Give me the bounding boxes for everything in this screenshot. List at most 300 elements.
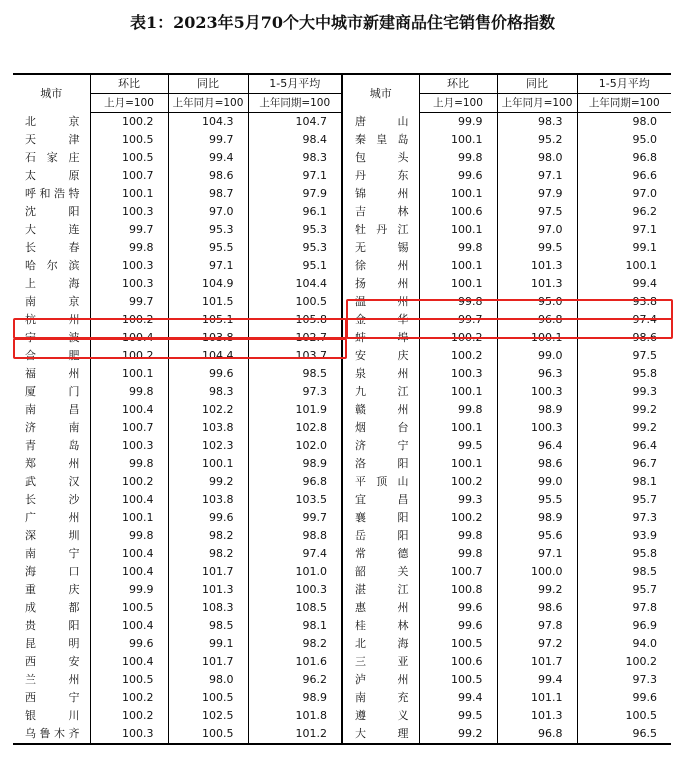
city-name-cell: 海口 xyxy=(25,565,80,578)
yoy-value-cell: 100.1 xyxy=(168,455,248,473)
avg-value-cell: 99.1 xyxy=(577,239,671,257)
avg-value-cell: 96.2 xyxy=(248,671,342,689)
yoy-value-cell: 95.0 xyxy=(497,293,577,311)
mom-value-cell: 100.1 xyxy=(419,419,497,437)
mom-value-cell: 100.3 xyxy=(90,275,168,293)
table-row xyxy=(13,347,671,365)
avg-value-cell: 99.6 xyxy=(577,689,671,707)
city-name-cell: 太原 xyxy=(25,169,80,182)
yoy-value-cell: 99.0 xyxy=(497,473,577,491)
table-row xyxy=(13,563,671,581)
mom-value-cell: 100.3 xyxy=(419,365,497,383)
mom-value-cell: 100.1 xyxy=(90,509,168,527)
avg-value-cell: 100.3 xyxy=(248,581,342,599)
mom-value-cell: 100.1 xyxy=(419,383,497,401)
city-name-cell: 无锡 xyxy=(342,239,419,257)
avg-value-cell: 95.8 xyxy=(577,545,671,563)
city-name-cell: 福州 xyxy=(25,367,80,380)
table-row xyxy=(13,401,671,419)
yoy-value-cell: 98.6 xyxy=(168,167,248,185)
avg-value-cell: 98.8 xyxy=(248,527,342,545)
avg-value-cell: 96.7 xyxy=(577,455,671,473)
table-row xyxy=(13,311,671,329)
header-yoy-left: 同比 xyxy=(168,74,248,94)
header-mom-base-left: 上月=100 xyxy=(90,94,168,113)
yoy-value-cell: 95.2 xyxy=(497,131,577,149)
city-name-cell: 西宁 xyxy=(25,691,80,704)
mom-value-cell: 99.8 xyxy=(419,527,497,545)
city-name-cell: 洛阳 xyxy=(342,455,419,473)
mom-value-cell: 99.6 xyxy=(419,599,497,617)
city-name-cell: 惠州 xyxy=(342,599,419,617)
yoy-value-cell: 96.8 xyxy=(497,725,577,744)
mom-value-cell: 100.1 xyxy=(419,185,497,203)
mom-value-cell: 100.1 xyxy=(419,257,497,275)
yoy-value-cell: 101.7 xyxy=(168,653,248,671)
city-name-cell: 沈阳 xyxy=(25,205,80,218)
mom-value-cell: 100.2 xyxy=(90,347,168,365)
yoy-value-cell: 99.4 xyxy=(497,671,577,689)
avg-value-cell: 97.0 xyxy=(577,185,671,203)
mom-value-cell: 100.4 xyxy=(90,491,168,509)
mom-value-cell: 99.8 xyxy=(419,545,497,563)
header-yoy-base-left: 上年同月=100 xyxy=(168,94,248,113)
table-row xyxy=(13,167,671,185)
yoy-value-cell: 98.5 xyxy=(168,617,248,635)
header-yoy-right: 同比 xyxy=(497,74,577,94)
avg-value-cell: 98.1 xyxy=(577,473,671,491)
mom-value-cell: 100.1 xyxy=(90,185,168,203)
table-row xyxy=(13,527,671,545)
avg-value-cell: 103.7 xyxy=(248,347,342,365)
avg-value-cell: 98.3 xyxy=(248,149,342,167)
mom-value-cell: 100.5 xyxy=(90,149,168,167)
header-row-group xyxy=(13,74,671,94)
table-row xyxy=(13,113,671,132)
yoy-value-cell: 96.8 xyxy=(497,311,577,329)
avg-value-cell: 102.7 xyxy=(248,329,342,347)
yoy-value-cell: 97.1 xyxy=(168,257,248,275)
mom-value-cell: 99.8 xyxy=(419,293,497,311)
mom-value-cell: 99.8 xyxy=(419,401,497,419)
avg-value-cell: 98.9 xyxy=(248,689,342,707)
city-name-cell: 长沙 xyxy=(25,493,80,506)
city-name-cell: 岳阳 xyxy=(342,527,419,545)
yoy-value-cell: 98.3 xyxy=(497,113,577,132)
avg-value-cell: 97.3 xyxy=(577,671,671,689)
mom-value-cell: 100.2 xyxy=(90,473,168,491)
city-name-cell: 重庆 xyxy=(25,583,80,596)
table-row xyxy=(13,185,671,203)
mom-value-cell: 99.8 xyxy=(90,239,168,257)
city-name-cell: 郑州 xyxy=(25,457,80,470)
yoy-value-cell: 104.3 xyxy=(168,113,248,132)
yoy-value-cell: 97.8 xyxy=(497,617,577,635)
yoy-value-cell: 95.3 xyxy=(168,221,248,239)
yoy-value-cell: 105.1 xyxy=(168,311,248,329)
city-name-cell: 南京 xyxy=(25,295,80,308)
city-name-cell: 泸州 xyxy=(342,671,419,689)
yoy-value-cell: 102.5 xyxy=(168,707,248,725)
mom-value-cell: 100.5 xyxy=(419,635,497,653)
yoy-value-cell: 101.7 xyxy=(168,563,248,581)
city-name-cell: 安庆 xyxy=(342,347,419,365)
avg-value-cell: 97.5 xyxy=(577,347,671,365)
table-body xyxy=(13,113,671,745)
avg-value-cell: 97.9 xyxy=(248,185,342,203)
avg-value-cell: 96.6 xyxy=(577,167,671,185)
city-name-cell: 湛江 xyxy=(342,581,419,599)
city-name-cell: 厦门 xyxy=(25,385,80,398)
avg-value-cell: 99.2 xyxy=(577,419,671,437)
yoy-value-cell: 101.1 xyxy=(497,689,577,707)
yoy-value-cell: 97.2 xyxy=(497,635,577,653)
yoy-value-cell: 99.4 xyxy=(168,149,248,167)
yoy-value-cell: 95.5 xyxy=(497,491,577,509)
city-name-cell: 泉州 xyxy=(342,365,419,383)
city-name-cell: 深圳 xyxy=(25,529,80,542)
mom-value-cell: 100.2 xyxy=(419,509,497,527)
avg-value-cell: 98.2 xyxy=(248,635,342,653)
mom-value-cell: 100.5 xyxy=(90,131,168,149)
city-name-cell: 合肥 xyxy=(25,349,80,362)
city-name-cell: 宁波 xyxy=(25,331,80,344)
table-row xyxy=(13,329,671,347)
header-avg-base-right: 上年同期=100 xyxy=(577,94,671,113)
price-index-table xyxy=(13,73,671,745)
mom-value-cell: 100.1 xyxy=(419,131,497,149)
city-name-cell: 哈尔滨 xyxy=(25,259,80,272)
city-name-cell: 桂林 xyxy=(342,617,419,635)
table-row xyxy=(13,689,671,707)
mom-value-cell: 99.5 xyxy=(419,707,497,725)
avg-value-cell: 104.4 xyxy=(248,275,342,293)
yoy-value-cell: 101.3 xyxy=(497,257,577,275)
mom-value-cell: 100.5 xyxy=(419,671,497,689)
header-city-left: 城市 xyxy=(13,74,90,113)
avg-value-cell: 99.2 xyxy=(577,401,671,419)
mom-value-cell: 100.7 xyxy=(419,563,497,581)
header-avg-right: 1-5月平均 xyxy=(577,74,671,94)
header-avg-left: 1-5月平均 xyxy=(248,74,342,94)
yoy-value-cell: 96.3 xyxy=(497,365,577,383)
mom-value-cell: 100.3 xyxy=(90,257,168,275)
avg-value-cell: 100.5 xyxy=(577,707,671,725)
mom-value-cell: 100.4 xyxy=(90,653,168,671)
avg-value-cell: 98.9 xyxy=(248,455,342,473)
yoy-value-cell: 98.6 xyxy=(497,599,577,617)
mom-value-cell: 99.7 xyxy=(90,293,168,311)
yoy-value-cell: 104.9 xyxy=(168,275,248,293)
city-name-cell: 北海 xyxy=(342,635,419,653)
mom-value-cell: 100.5 xyxy=(90,599,168,617)
header-avg-base-left: 上年同期=100 xyxy=(248,94,342,113)
city-name-cell: 长春 xyxy=(25,241,80,254)
city-name-cell: 济宁 xyxy=(342,437,419,455)
mom-value-cell: 100.4 xyxy=(90,401,168,419)
table-row xyxy=(13,221,671,239)
table-row xyxy=(13,203,671,221)
yoy-value-cell: 97.1 xyxy=(497,545,577,563)
header-mom-left: 环比 xyxy=(90,74,168,94)
avg-value-cell: 95.3 xyxy=(248,239,342,257)
mom-value-cell: 99.8 xyxy=(90,527,168,545)
avg-value-cell: 97.4 xyxy=(577,311,671,329)
mom-value-cell: 100.4 xyxy=(90,617,168,635)
avg-value-cell: 95.7 xyxy=(577,491,671,509)
table-row xyxy=(13,617,671,635)
mom-value-cell: 100.4 xyxy=(90,329,168,347)
city-name-cell: 成都 xyxy=(25,601,80,614)
city-name-cell: 南昌 xyxy=(25,403,80,416)
yoy-value-cell: 100.5 xyxy=(168,689,248,707)
yoy-value-cell: 99.1 xyxy=(168,635,248,653)
yoy-value-cell: 97.0 xyxy=(168,203,248,221)
city-name-cell: 青岛 xyxy=(25,439,80,452)
city-name-cell: 金华 xyxy=(342,311,419,329)
mom-value-cell: 100.7 xyxy=(90,167,168,185)
avg-value-cell: 96.2 xyxy=(577,203,671,221)
avg-value-cell: 98.1 xyxy=(248,617,342,635)
yoy-value-cell: 98.7 xyxy=(168,185,248,203)
mom-value-cell: 99.8 xyxy=(419,239,497,257)
city-name-cell: 蚌埠 xyxy=(342,329,419,347)
mom-value-cell: 100.3 xyxy=(90,203,168,221)
mom-value-cell: 100.2 xyxy=(90,311,168,329)
mom-value-cell: 99.6 xyxy=(419,167,497,185)
city-name-cell: 徐州 xyxy=(342,257,419,275)
city-name-cell: 兰州 xyxy=(25,673,80,686)
table-row xyxy=(13,725,671,744)
city-name-cell: 九江 xyxy=(342,383,419,401)
avg-value-cell: 103.5 xyxy=(248,491,342,509)
mom-value-cell: 100.5 xyxy=(90,671,168,689)
header-mom-base-right: 上月=100 xyxy=(419,94,497,113)
yoy-value-cell: 98.2 xyxy=(168,545,248,563)
city-name-cell: 上海 xyxy=(25,277,80,290)
avg-value-cell: 96.9 xyxy=(577,617,671,635)
table-row xyxy=(13,365,671,383)
yoy-value-cell: 103.8 xyxy=(168,419,248,437)
yoy-value-cell: 100.5 xyxy=(168,725,248,744)
header-mom-right: 环比 xyxy=(419,74,497,94)
mom-value-cell: 100.2 xyxy=(419,329,497,347)
yoy-value-cell: 102.2 xyxy=(168,401,248,419)
avg-value-cell: 95.8 xyxy=(577,365,671,383)
avg-value-cell: 97.1 xyxy=(248,167,342,185)
table-row xyxy=(13,437,671,455)
city-name-cell: 襄阳 xyxy=(342,509,419,527)
avg-value-cell: 96.8 xyxy=(248,473,342,491)
city-name-cell: 遵义 xyxy=(342,707,419,725)
avg-value-cell: 93.9 xyxy=(577,527,671,545)
avg-value-cell: 94.0 xyxy=(577,635,671,653)
mom-value-cell: 100.6 xyxy=(419,203,497,221)
avg-value-cell: 101.8 xyxy=(248,707,342,725)
city-name-cell: 贵阳 xyxy=(25,619,80,632)
yoy-value-cell: 99.6 xyxy=(168,509,248,527)
city-name-cell: 石家庄 xyxy=(25,151,80,164)
city-name-cell: 平顶山 xyxy=(342,473,419,491)
avg-value-cell: 101.6 xyxy=(248,653,342,671)
avg-value-cell: 100.2 xyxy=(577,653,671,671)
avg-value-cell: 98.5 xyxy=(577,563,671,581)
page-title: 表1：2023年5月70个大中城市新建商品住宅销售价格指数 xyxy=(129,13,556,32)
yoy-value-cell: 98.0 xyxy=(168,671,248,689)
avg-value-cell: 101.0 xyxy=(248,563,342,581)
city-name-cell: 唐山 xyxy=(342,113,419,132)
avg-value-cell: 97.3 xyxy=(577,509,671,527)
city-name-cell: 常德 xyxy=(342,545,419,563)
mom-value-cell: 99.7 xyxy=(419,311,497,329)
table-row xyxy=(13,257,671,275)
mom-value-cell: 100.1 xyxy=(90,365,168,383)
mom-value-cell: 100.6 xyxy=(419,653,497,671)
yoy-value-cell: 95.5 xyxy=(168,239,248,257)
city-name-cell: 包头 xyxy=(342,149,419,167)
mom-value-cell: 100.1 xyxy=(419,455,497,473)
city-name-cell: 南宁 xyxy=(25,547,80,560)
city-name-cell: 西安 xyxy=(25,655,80,668)
table-row xyxy=(13,545,671,563)
avg-value-cell: 96.5 xyxy=(577,725,671,744)
mom-value-cell: 100.2 xyxy=(419,473,497,491)
table-row xyxy=(13,131,671,149)
yoy-value-cell: 97.1 xyxy=(497,167,577,185)
mom-value-cell: 100.2 xyxy=(90,113,168,132)
city-name-cell: 呼和浩特 xyxy=(25,187,80,200)
mom-value-cell: 99.8 xyxy=(90,455,168,473)
yoy-value-cell: 101.3 xyxy=(168,581,248,599)
mom-value-cell: 99.9 xyxy=(90,581,168,599)
yoy-value-cell: 99.2 xyxy=(497,581,577,599)
yoy-value-cell: 101.5 xyxy=(168,293,248,311)
avg-value-cell: 101.2 xyxy=(248,725,342,744)
city-name-cell: 扬州 xyxy=(342,275,419,293)
city-name-cell: 丹东 xyxy=(342,167,419,185)
city-name-cell: 温州 xyxy=(342,293,419,311)
mom-value-cell: 99.6 xyxy=(90,635,168,653)
city-name-cell: 锦州 xyxy=(342,185,419,203)
yoy-value-cell: 100.1 xyxy=(497,329,577,347)
table-row xyxy=(13,383,671,401)
avg-value-cell: 108.5 xyxy=(248,599,342,617)
yoy-value-cell: 108.3 xyxy=(168,599,248,617)
mom-value-cell: 99.2 xyxy=(419,725,497,744)
yoy-value-cell: 98.9 xyxy=(497,401,577,419)
yoy-value-cell: 97.0 xyxy=(497,221,577,239)
city-name-cell: 乌鲁木齐 xyxy=(13,725,90,744)
table-row xyxy=(13,581,671,599)
yoy-value-cell: 98.0 xyxy=(497,149,577,167)
yoy-value-cell: 101.3 xyxy=(497,275,577,293)
table-row xyxy=(13,491,671,509)
yoy-value-cell: 101.7 xyxy=(497,653,577,671)
table-row xyxy=(13,635,671,653)
table-row xyxy=(13,275,671,293)
avg-value-cell: 97.4 xyxy=(248,545,342,563)
yoy-value-cell: 101.3 xyxy=(497,707,577,725)
yoy-value-cell: 104.4 xyxy=(168,347,248,365)
avg-value-cell: 95.3 xyxy=(248,221,342,239)
mom-value-cell: 99.6 xyxy=(419,617,497,635)
yoy-value-cell: 103.8 xyxy=(168,491,248,509)
table-row xyxy=(13,239,671,257)
city-name-cell: 大连 xyxy=(25,223,80,236)
avg-value-cell: 98.5 xyxy=(248,365,342,383)
mom-value-cell: 99.9 xyxy=(419,113,497,132)
table-row xyxy=(13,419,671,437)
header-yoy-base-right: 上年同月=100 xyxy=(497,94,577,113)
table-row xyxy=(13,455,671,473)
avg-value-cell: 100.1 xyxy=(577,257,671,275)
table-row xyxy=(13,509,671,527)
avg-value-cell: 99.3 xyxy=(577,383,671,401)
table-row xyxy=(13,149,671,167)
avg-value-cell: 97.1 xyxy=(577,221,671,239)
avg-value-cell: 100.5 xyxy=(248,293,342,311)
avg-value-cell: 98.6 xyxy=(577,329,671,347)
table-row xyxy=(13,653,671,671)
yoy-value-cell: 98.2 xyxy=(168,527,248,545)
city-name-cell: 大理 xyxy=(342,725,419,744)
avg-value-cell: 96.8 xyxy=(577,149,671,167)
yoy-value-cell: 98.3 xyxy=(168,383,248,401)
avg-value-cell: 95.0 xyxy=(577,131,671,149)
yoy-value-cell: 95.6 xyxy=(497,527,577,545)
mom-value-cell: 99.8 xyxy=(419,149,497,167)
city-name-cell: 银川 xyxy=(25,709,80,722)
avg-value-cell: 104.7 xyxy=(248,113,342,132)
mom-value-cell: 100.4 xyxy=(90,563,168,581)
avg-value-cell: 93.8 xyxy=(577,293,671,311)
mom-value-cell: 100.1 xyxy=(419,275,497,293)
city-name-cell: 三亚 xyxy=(342,653,419,671)
city-name-cell: 广州 xyxy=(25,511,80,524)
yoy-value-cell: 99.6 xyxy=(168,365,248,383)
city-name-cell: 杭州 xyxy=(25,313,80,326)
city-name-cell: 天津 xyxy=(25,133,80,146)
avg-value-cell: 97.8 xyxy=(577,599,671,617)
avg-value-cell: 95.1 xyxy=(248,257,342,275)
city-name-cell: 济南 xyxy=(25,421,80,434)
mom-value-cell: 99.4 xyxy=(419,689,497,707)
city-name-cell: 烟台 xyxy=(342,419,419,437)
avg-value-cell: 96.1 xyxy=(248,203,342,221)
city-name-cell: 宜昌 xyxy=(342,491,419,509)
city-name-cell: 昆明 xyxy=(25,637,80,650)
yoy-value-cell: 102.3 xyxy=(168,437,248,455)
mom-value-cell: 100.4 xyxy=(90,545,168,563)
mom-value-cell: 100.2 xyxy=(419,347,497,365)
yoy-value-cell: 97.5 xyxy=(497,203,577,221)
mom-value-cell: 100.1 xyxy=(419,221,497,239)
yoy-value-cell: 99.7 xyxy=(168,131,248,149)
city-name-cell: 赣州 xyxy=(342,401,419,419)
avg-value-cell: 101.9 xyxy=(248,401,342,419)
table-row xyxy=(13,293,671,311)
avg-value-cell: 98.4 xyxy=(248,131,342,149)
mom-value-cell: 100.7 xyxy=(90,419,168,437)
city-name-cell: 秦皇岛 xyxy=(342,131,419,149)
table-row xyxy=(13,671,671,689)
avg-value-cell: 98.0 xyxy=(577,113,671,132)
city-name-cell: 南充 xyxy=(342,689,419,707)
city-name-cell: 北京 xyxy=(25,114,80,128)
avg-value-cell: 99.7 xyxy=(248,509,342,527)
yoy-value-cell: 99.2 xyxy=(168,473,248,491)
yoy-value-cell: 98.6 xyxy=(497,455,577,473)
